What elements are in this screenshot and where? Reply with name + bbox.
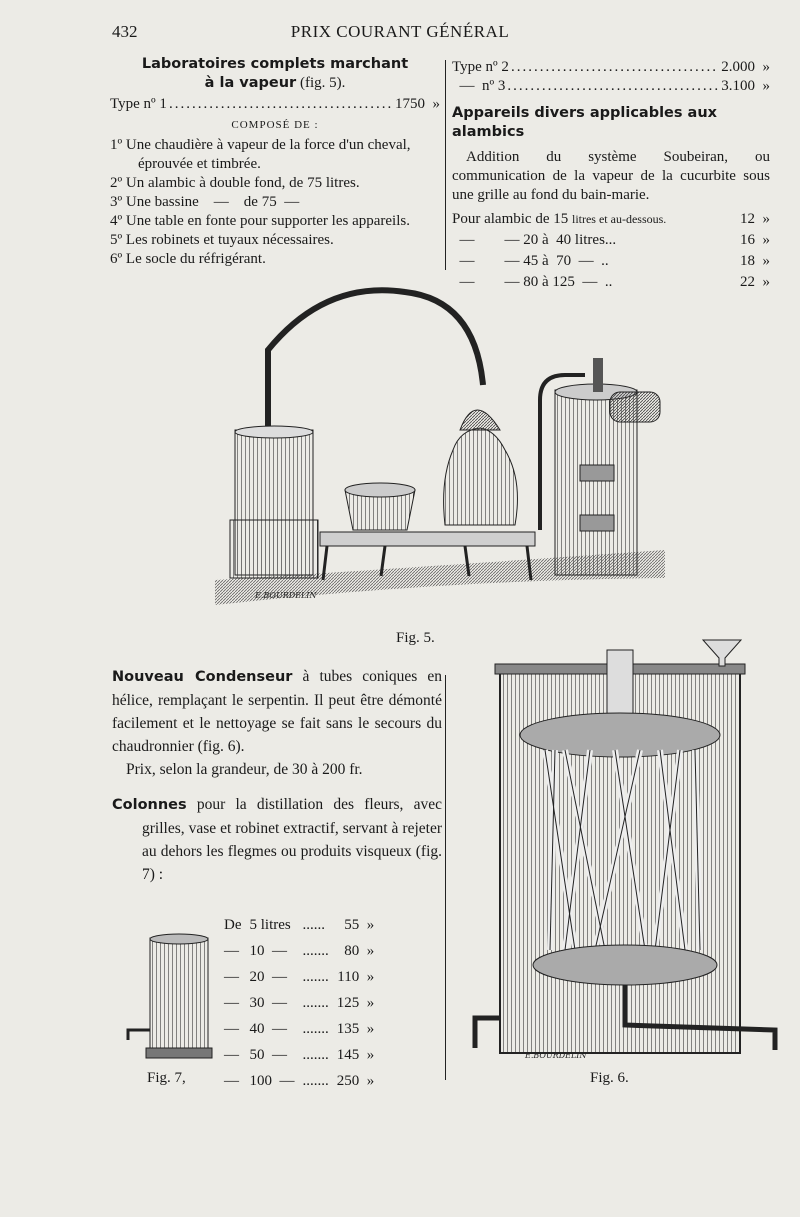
type-1-row xyxy=(110,95,440,114)
condenseur-paragraph: Nouveau Condenseur à tubes coniques en hélice, remplaçant le serpentin. Il peut être démonté facilement et le nettoyage se fait sans le secours du chaudronnier (fig. 6). xyxy=(112,668,443,755)
alambic-row: — — 45 à 70 — .. 18 » xyxy=(452,253,770,269)
lab-title-line1: Laboratoires complets marchant xyxy=(141,56,409,72)
fig5-caption: Fig. 5. xyxy=(396,630,435,646)
colonnes-title: Colonnes xyxy=(112,797,187,813)
page-number: 432 xyxy=(112,22,138,41)
lab-title-line2: à la vapeur (fig. 5). xyxy=(204,75,346,91)
soubeiran-paragraph: Addition du système Soubeiran, ou communication de la vapeur de la cucurbite sous une grille au fond du bain-marie. xyxy=(452,149,770,203)
table-row: — 50 — ....... 145 » xyxy=(224,1046,375,1063)
table-row: — 20 — ....... 110 » xyxy=(224,968,375,985)
running-title: PRIX COURANT GÉNÉRAL xyxy=(290,22,510,41)
alambic-row: — — 20 à 40 litres... 16 » xyxy=(452,232,770,248)
lab-item: 1º Une chaudière à vapeur de la force d'un cheval, éprouvée et timbrée. xyxy=(110,137,411,172)
section-title: Appareils divers applicables aux alambics xyxy=(452,105,718,140)
colonnes-paragraph: Colonnes pour la distillation des fleurs, avec grilles, vase et robinet extractif, servant à rejeter au dehors les flegmes ou produits visqueux (fig. 7) : xyxy=(112,796,442,883)
compose-label: COMPOSÉ DE : xyxy=(231,119,319,131)
condenseur-price: Prix, selon la grandeur, de 30 à 200 fr. xyxy=(126,761,363,778)
right-top-column xyxy=(452,58,770,293)
fig6-illustration xyxy=(455,630,785,1065)
fig7-illustration xyxy=(120,930,215,1065)
lower-left-column xyxy=(112,665,442,886)
lab-item: 2º Un alambic à double fond, de 75 litres. xyxy=(110,175,360,191)
colonnes-price-table xyxy=(220,912,378,1094)
table-row: — 100 — ....... 250 » xyxy=(224,1072,375,1089)
type-2-row: Type nº 2 ..... 2.000 » xyxy=(452,58,770,77)
lab-item: 3º Une bassine — de 75 — xyxy=(110,194,300,210)
table-row: — 30 — ....... 125 » xyxy=(224,994,375,1011)
column-divider-bottom xyxy=(445,675,446,1080)
alambic-row: Pour alambic de 15 litres et au-dessous. 12 » xyxy=(452,211,770,227)
fig5-illustration xyxy=(205,280,675,620)
lab-item: 5º Les robinets et tuyaux nécessaires. xyxy=(110,232,334,248)
type-1-price: 1750 » xyxy=(395,96,440,112)
fig5-signature: E.BOURDELIN xyxy=(255,591,317,600)
fig6-caption: Fig. 6. xyxy=(590,1070,629,1086)
lab-item: 6º Le socle du réfrigérant. xyxy=(110,251,266,267)
fig6-signature: E.BOURDELIN xyxy=(525,1051,587,1060)
column-divider-top xyxy=(445,60,446,270)
left-top-column xyxy=(110,55,440,269)
fig7-caption: Fig. 7, xyxy=(147,1070,186,1086)
table-row: — 40 — ....... 135 » xyxy=(224,1020,375,1037)
table-row: — 10 — ....... 80 » xyxy=(224,942,375,959)
condenseur-title: Nouveau Condenseur xyxy=(112,669,293,685)
type-3-row: — nº 3 ..... 3.100 » xyxy=(452,77,770,96)
type-1-label: Type nº 1 xyxy=(110,96,167,112)
alambic-row: — — 80 à 125 — .. 22 » xyxy=(452,274,770,290)
lab-item: 4º Une table en fonte pour supporter les appareils. xyxy=(110,213,410,229)
table-row: De 5 litres ...... 55 » xyxy=(224,916,375,933)
